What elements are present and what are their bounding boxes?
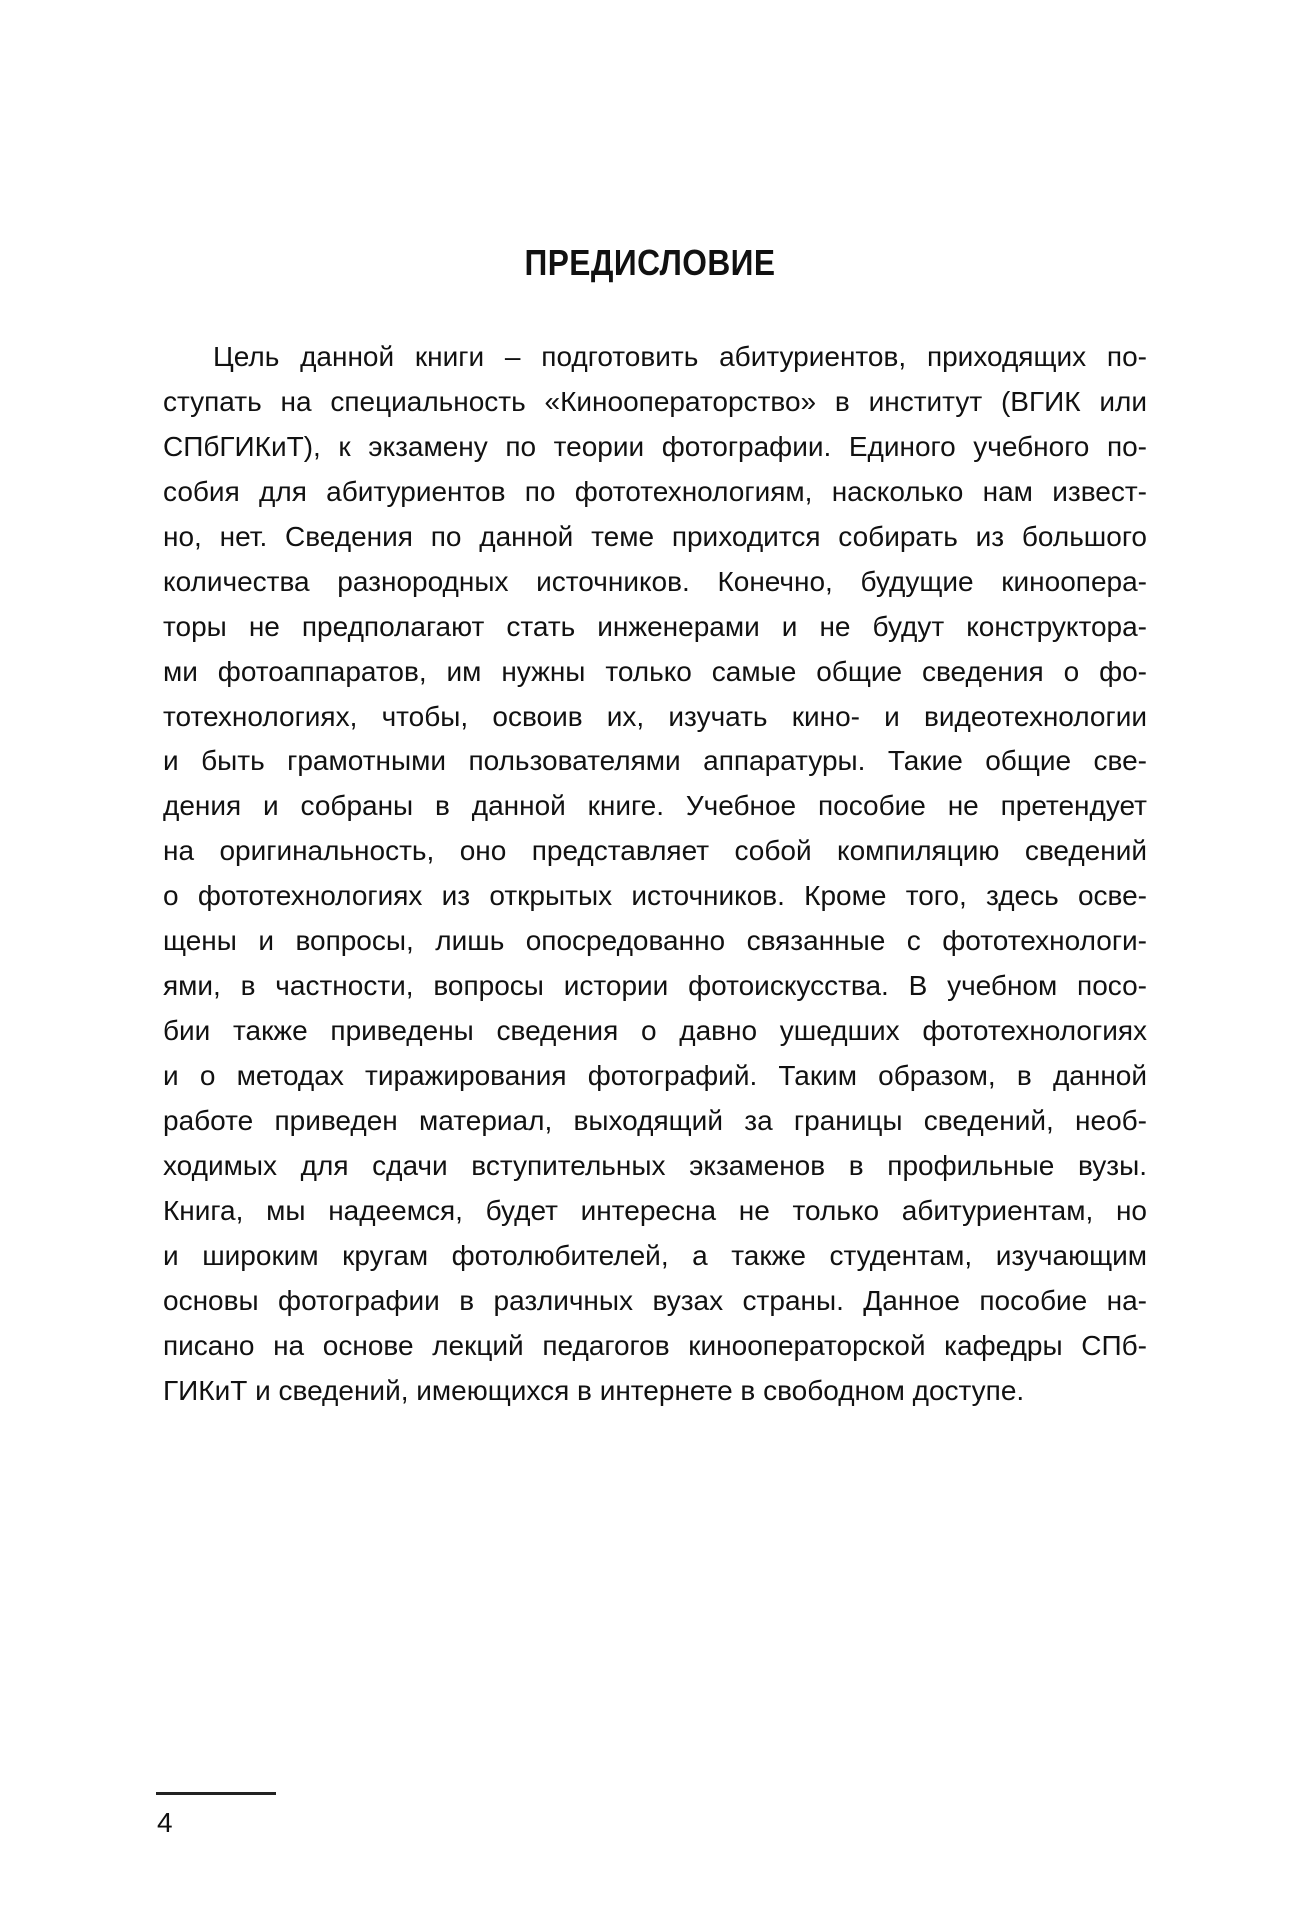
paragraph-line: Книга, мы надеемся, будет интересна не только абитуриентам, но: [163, 1194, 1147, 1226]
paragraph-line: СПбГИКиТ), к экзамену по теории фотографии. Единого учебного по-: [163, 430, 1147, 462]
paragraph-line: тотехнологиях, чтобы, освоив их, изучать кино- и видеотехнологии: [163, 700, 1147, 732]
paragraph-line: ступать на специальность «Кинооператорство» в институт (ВГИК или: [163, 385, 1147, 417]
paragraph-line: ями, в частности, вопросы истории фотоискусства. В учебном посо-: [163, 970, 1147, 1002]
paragraph-line: и о методах тиражирования фотографий. Таким образом, в данной: [163, 1060, 1147, 1091]
preface-paragraph: [163, 335, 1147, 1414]
paragraph-line: собия для абитуриентов по фототехнологиям, насколько нам извест-: [163, 475, 1147, 507]
paragraph-line: но, нет. Сведения по данной теме приходится собирать из большого: [163, 520, 1147, 552]
footer-rule: [156, 1792, 276, 1795]
paragraph-line: ходимых для сдачи вступительных экзаменов в профильные вузы.: [163, 1149, 1147, 1181]
paragraph-line: Цель данной книги – подготовить абитуриентов, приходящих по-: [213, 341, 1147, 372]
paragraph-line: ми фотоаппаратов, им нужны только самые общие сведения о фо-: [163, 655, 1147, 687]
paragraph-line: дения и собраны в данной книге. Учебное пособие не претендует: [163, 790, 1147, 822]
paragraph-line: основы фотографии в различных вузах страны. Данное пособие на-: [163, 1284, 1147, 1316]
paragraph-line: количества разнородных источников. Конечно, будущие кинооперa-: [163, 565, 1147, 597]
paragraph-line: щены и вопросы, лишь опосредованно связанные с фототехнологи-: [163, 925, 1147, 957]
paragraph-line: на оригинальность, оно представляет собой компиляцию сведений: [163, 835, 1147, 867]
paragraph-line: и быть грамотными пользователями аппаратуры. Такие общие све-: [163, 745, 1147, 777]
paragraph-line: торы не предполагают стать инженерами и не будут конструктора-: [163, 610, 1147, 642]
paragraph-line: бии также приведены сведения о давно ушедших фототехнологиях: [163, 1015, 1147, 1047]
paragraph-line: писано на основе лекций педагогов кинооператорской кафедры СПб-: [163, 1329, 1147, 1361]
paragraph-line: работе приведен материал, выходящий за границы сведений, необ-: [163, 1104, 1147, 1136]
page-title: ПРЕДИСЛОВИЕ: [524, 242, 776, 283]
paragraph-line: и широким кругам фотолюбителей, а также студентам, изучающим: [163, 1239, 1147, 1271]
page-number: 4: [157, 1807, 173, 1838]
paragraph-line: о фототехнологиях из открытых источников. Кроме того, здесь осве-: [163, 880, 1147, 912]
paragraph-line: ГИКиТ и сведений, имеющихся в интернете в свободном доступе.: [163, 1374, 1025, 1406]
